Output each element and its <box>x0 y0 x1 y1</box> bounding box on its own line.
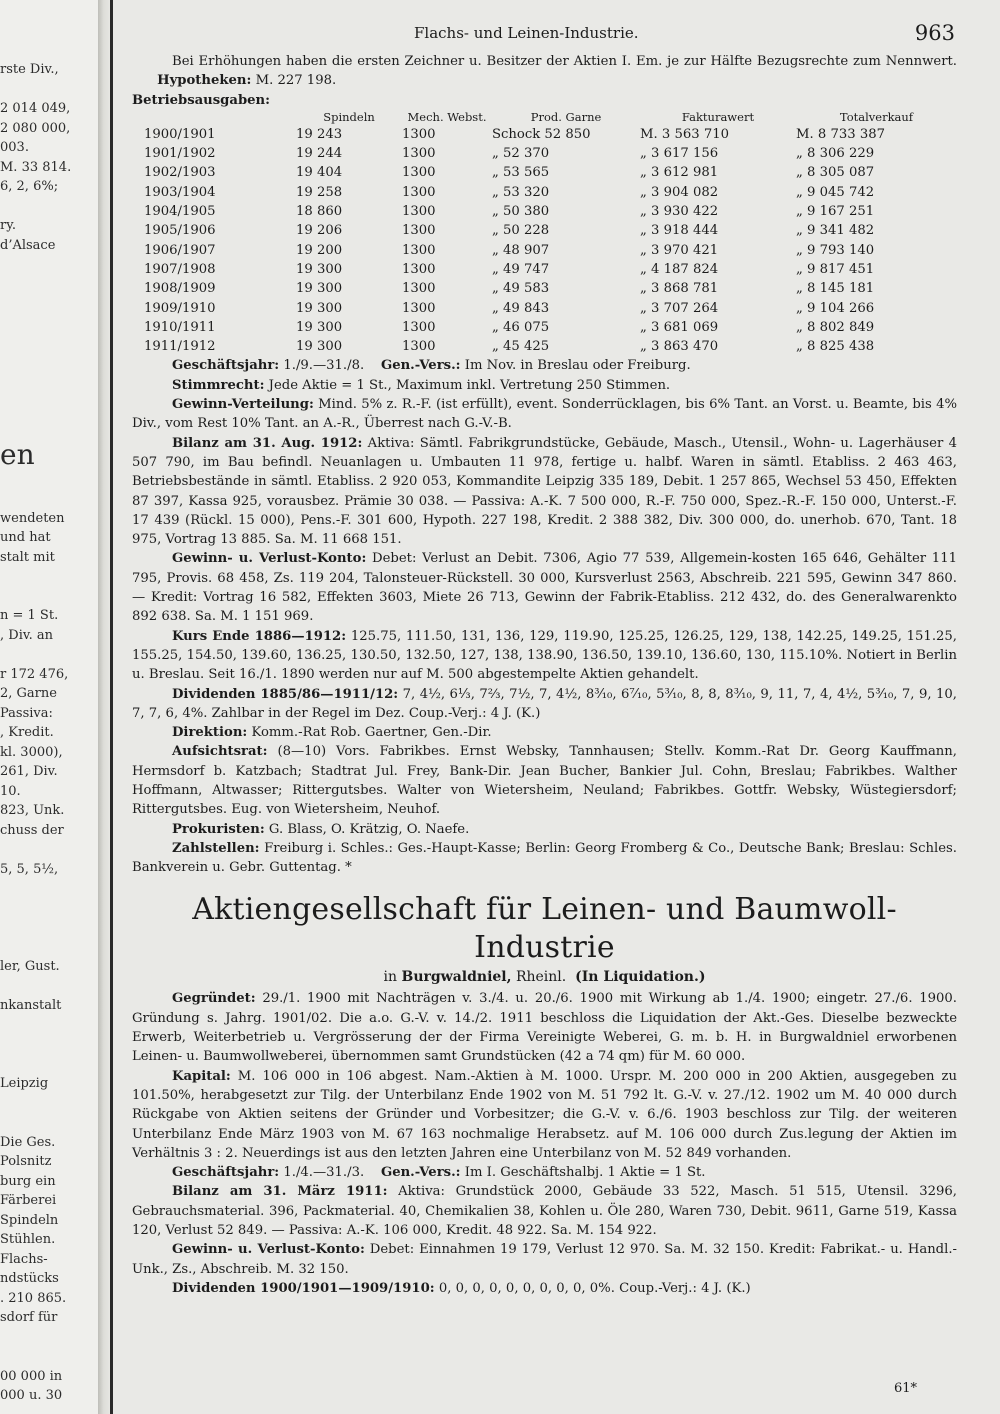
entry-label: Aufsichtsrat: <box>172 744 268 760</box>
page-number: 963 <box>914 21 955 45</box>
cell-webst: 1300 <box>402 242 436 258</box>
production-table <box>132 110 957 357</box>
adjacent-page-line: 2 014 049, <box>0 101 71 116</box>
cell-fakturawert: „ 3 681 069 <box>640 319 719 335</box>
cell-spindeln: 19 300 <box>296 300 343 316</box>
cell-totalverkauf: „ 9 167 251 <box>796 204 875 220</box>
cell-fakturawert: „ 3 612 981 <box>640 165 719 181</box>
col-header-fakturawert: Fakturawert <box>681 109 755 124</box>
entry-text: Freiburg i. Schles.: Ges.-Haupt-Kasse; Berlin: Georg Fromberg & Co., Deutsche Bank; Breslau: Schles. Bankverein u. Gebr. Guttentag. * <box>132 840 957 876</box>
adjacent-page-line: 003. <box>0 140 29 155</box>
entry-paragraph <box>132 742 957 819</box>
col-header-spindeln: Spindeln <box>323 109 375 124</box>
entry-text: Debet: Verlust an Debit. 7306, Agio 77 539, Allgemein-kosten 165 646, Gehälter 111 795, Provis. 68 458, Zs. 119 204, Talonsteuer-Rückstell. 30 000, Kursverlust 2563, Abschreib. 221 595, Gewinn 347 860. — Kredit: Vortrag 16 582, Effekten 3603, Miete 26 713, Gewinn der Fabrik-Etabliss. 212 432, do. des Generalwarenkto 892 638. Sa. M. 1 151 969. <box>132 551 957 625</box>
subtitle-region: Rheinl. <box>515 969 567 986</box>
cell-webst: 1300 <box>402 261 436 277</box>
entry-paragraph <box>132 1182 957 1240</box>
cell-totalverkauf: M. 8 733 387 <box>796 126 886 142</box>
cell-spindeln: 19 404 <box>296 165 343 181</box>
hypotheken-value: M. 227 198. <box>255 73 337 89</box>
entry-label: Prokuristen: <box>172 821 265 837</box>
adjacent-page-line: 6, 2, 6%; <box>0 179 59 194</box>
entry-text: 1./9.—31./8. <box>283 358 365 374</box>
entry-label: Geschäftsjahr: <box>172 1165 280 1181</box>
cell-webst: 1300 <box>402 300 436 316</box>
cell-fakturawert: „ 3 970 421 <box>640 242 719 258</box>
running-head: Flachs- und Leinen-Industrie. <box>414 24 639 42</box>
adjacent-page-line: ndstücks <box>0 1271 59 1286</box>
entry-paragraph <box>132 989 957 1066</box>
company-two-title: Aktiengesellschaft für Leinen- und Baumwoll-Industrie <box>192 892 897 966</box>
cell-garne: „ 48 907 <box>492 242 550 258</box>
adjacent-page-line: stalt mit <box>0 549 55 565</box>
adjacent-page-line: Färberei <box>0 1193 57 1208</box>
entry-text: Komm.-Rat Rob. Gaertner, Gen.-Dir. <box>251 725 492 741</box>
entry-paragraph <box>132 376 957 395</box>
cell-spindeln: 19 300 <box>296 261 343 277</box>
adjacent-page-line: 2 080 000, <box>0 120 71 136</box>
entry-paragraph <box>132 549 957 626</box>
adjacent-page-line: Flachs- <box>0 1251 48 1267</box>
cell-fakturawert: M. 3 563 710 <box>640 126 730 142</box>
cell-spindeln: 19 258 <box>296 184 343 200</box>
adjacent-page-line: 000 u. 30 <box>0 1388 63 1403</box>
cell-garne: „ 45 425 <box>492 339 550 355</box>
cell-garne: „ 53 320 <box>492 184 550 200</box>
company-two-entries <box>132 989 957 1298</box>
entry-label: Kurs Ende 1886—1912: <box>172 628 347 644</box>
cell-totalverkauf: „ 9 817 451 <box>796 261 875 277</box>
adjacent-page-line: sdorf für <box>0 1310 58 1325</box>
entry-label: Bilanz am 31. März 1911: <box>172 1184 388 1200</box>
subtitle-place: Burgwaldniel, <box>401 969 512 986</box>
cell-garne: „ 50 380 <box>492 204 550 220</box>
entry-label: Gewinn- u. Verlust-Konto: <box>172 1242 365 1258</box>
cell-totalverkauf: „ 8 802 849 <box>796 319 875 335</box>
entry-paragraph <box>132 839 957 878</box>
cell-year: 1911/1912 <box>144 339 216 355</box>
entry-paragraph <box>132 723 957 742</box>
cell-webst: 1300 <box>402 126 436 142</box>
adjacent-page-line: , Div. an <box>0 627 54 643</box>
cell-year: 1907/1908 <box>144 261 216 277</box>
adjacent-page-line: 5, 5, 5½, <box>0 861 59 877</box>
entry-label: Dividenden 1900/1901—1909/1910: <box>172 1280 435 1296</box>
entry-label: Kapital: <box>172 1068 231 1084</box>
cell-webst: 1300 <box>402 184 436 200</box>
cell-webst: 1300 <box>402 319 436 335</box>
cell-totalverkauf: „ 9 104 266 <box>796 300 875 316</box>
entry-paragraph <box>132 627 957 685</box>
cell-spindeln: 19 243 <box>296 126 343 142</box>
production-table-header <box>132 110 957 125</box>
entry-paragraph <box>132 356 957 375</box>
page-content <box>132 18 957 1398</box>
entry-text: 7, 4½, 6⅓, 7⅔, 7½, 7, 4½, 8³⁄₁₀, 6⁷⁄₁₀, 5³⁄₁₀, 8, 8, 8³⁄₁₀, 9, 11, 7, 4, 4½, 5³⁄₁₀, 7, 9, 10, 7, 7, 6, 4%. Zahlbar in der Regel im Dez. Coup.-Verj.: 4 J. (K.) <box>132 686 957 721</box>
adjacent-page-line: nkanstalt <box>0 998 62 1013</box>
table-row <box>132 279 957 298</box>
table-row <box>132 202 957 221</box>
cell-year: 1905/1906 <box>144 223 216 239</box>
adjacent-page-line: kl. 3000), <box>0 744 63 760</box>
entry-paragraph <box>132 395 957 434</box>
company-two-subtitle <box>132 967 957 987</box>
betrieb-label: Betriebsausgaben: <box>132 92 271 108</box>
cell-fakturawert: „ 3 863 470 <box>640 339 719 355</box>
entry-text: (8—10) Vors. Fabrikbes. Ernst Websky, Tannhausen; Stellv. Komm.-Rat Dr. Georg Kauffmann, Hermsdorf b. Katzbach; Stadtrat Jul. Frey, Bank-Dir. Jean Bucher, Bankier Jul. Cohn, Breslau; Fabrikbes. Walther Hoffmann, Altwasser; Rittergutsbes. Walter von Wietersheim, Neuland; Fabrikbes. Gottfr. Websky, Wüstegiersdorf; Rittergutsbes. Eug. von Wietersheim, Neuhof. <box>132 744 957 818</box>
adjacent-page-line: 823, Unk. <box>0 803 65 818</box>
cell-spindeln: 18 860 <box>296 204 343 220</box>
entry-paragraph <box>132 685 957 724</box>
subtitle-prefix: in <box>383 969 398 986</box>
company-one-entries <box>132 356 957 877</box>
table-row <box>132 183 957 202</box>
entry-label: Stimmrecht: <box>172 377 265 393</box>
adjacent-page-line: burg ein <box>0 1173 56 1189</box>
cell-year: 1906/1907 <box>144 242 216 258</box>
adjacent-page-line: 10. <box>0 783 21 799</box>
adjacent-page-line: Passiva: <box>0 705 53 721</box>
entry-label: Geschäftsjahr: <box>172 358 280 374</box>
entry-paragraph <box>132 1240 957 1279</box>
table-row <box>132 221 957 240</box>
entry-paragraph <box>132 1163 957 1182</box>
col-header-totalverkauf: Totalverkauf <box>839 109 914 124</box>
entry-text: Debet: Einnahmen 19 179, Verlust 12 970. Sa. M. 32 150. Kredit: Fabrikat.- u. Handl.-Unk., Zs., Abschreib. M. 32 150. <box>132 1242 957 1277</box>
adjacent-page-line: d’Alsace <box>0 237 56 253</box>
entry-text: Aktiva: Sämtl. Fabrikgrundstücke, Gebäude, Masch., Utensil., Wohn- u. Lagerhäuser 4 507 790, im Bau befindl. Neuanlagen u. Umbauten 11 978, fertige u. halbf. Waren in sämtl. Etabliss. 2 463 463, Betriebsbestände in sämtl. Etabliss. 2 920 053, Kommandite Leipzig 335 189, Debit. 1 257 865, Wechsel 53 450, Effekten 87 397, Kassa 925, vorausbez. Prämie 30 038. — Passiva: A.-K. 7 500 000, R.-F. 750 000, Spez.-R.-F. 150 000, Unterst.-F. 17 439 (Rückl. 15 000), Pens.-F. 301 600, Hypoth. 227 198, Kredit. 2 388 382, Div. 300 000, do. unerhob. 670, Tant. 18 975, Vortrag 13 885. Sa. M. 11 668 151. <box>132 435 957 548</box>
col-header-webst: Mech. Webst. <box>407 109 487 124</box>
cell-year: 1910/1911 <box>144 319 216 335</box>
adjacent-page-line: chuss der <box>0 822 64 838</box>
adjacent-page-line: ry. <box>0 218 16 233</box>
signature-mark: 61* <box>893 1381 917 1396</box>
adjacent-page-line: Spindeln <box>0 1212 59 1228</box>
adjacent-page-line: , Kredit. <box>0 725 54 740</box>
adjacent-page-line: en <box>0 438 35 471</box>
cell-fakturawert: „ 4 187 824 <box>640 261 719 277</box>
cell-year: 1908/1909 <box>144 281 216 297</box>
adjacent-page-line: Stühlen. <box>0 1232 56 1247</box>
entry-label: Direktion: <box>172 725 248 741</box>
cell-webst: 1300 <box>402 165 436 181</box>
adjacent-page-line: r 172 476, <box>0 666 69 682</box>
cell-webst: 1300 <box>402 281 436 297</box>
adjacent-page-line: 00 000 in <box>0 1368 63 1384</box>
entry-label: Gewinn-Verteilung: <box>172 397 314 413</box>
entry-label: Gewinn- u. Verlust-Konto: <box>172 551 367 567</box>
adjacent-page-line: Die Ges. <box>0 1134 56 1150</box>
table-row <box>132 144 957 163</box>
cell-totalverkauf: „ 8 145 181 <box>796 281 875 297</box>
cell-year: 1902/1903 <box>144 165 216 181</box>
cell-year: 1909/1910 <box>144 300 216 316</box>
cell-spindeln: 19 200 <box>296 242 343 258</box>
subtitle-status: (In Liquidation.) <box>575 969 706 986</box>
intro-text: Bei Erhöhungen haben die ersten Zeichner u. Besitzer der Aktien I. Em. je zur Hälfte Bezugsrechte zum Nennwert. <box>172 54 957 69</box>
cell-year: 1903/1904 <box>144 184 216 200</box>
table-row <box>132 318 957 337</box>
cell-garne: „ 53 565 <box>492 165 550 181</box>
cell-garne: „ 52 370 <box>492 146 550 162</box>
table-row <box>132 163 957 182</box>
page-header <box>132 18 957 52</box>
adjacent-page-line: M. 33 814. <box>0 159 72 175</box>
adjacent-page-line: und hat <box>0 530 51 545</box>
cell-year: 1900/1901 <box>144 126 216 142</box>
cell-garne: „ 46 075 <box>492 319 550 335</box>
entry-paragraph <box>132 820 957 839</box>
cell-totalverkauf: „ 9 045 742 <box>796 184 875 200</box>
entry-text: 125.75, 111.50, 131, 136, 129, 119.90, 125.25, 126.25, 129, 138, 142.25, 149.25, 151.25, 155.25, 154.50, 139.60, 136.25, 130.50, 132.50, 127, 138, 138.90, 136.50, 139.10, 136.60, 130, 115.10%. Notiert in Berlin u. Breslau. Seit 16./1. 1890 werden nur auf M. 500 abgestempelte Aktien gehandelt. <box>132 628 957 683</box>
cell-fakturawert: „ 3 868 781 <box>640 281 719 297</box>
intro-paragraph <box>132 52 957 91</box>
table-row <box>132 241 957 260</box>
entry-label: Dividenden 1885/86—1911/12: <box>172 686 399 702</box>
entry-text: Aktiva: Grundstück 2000, Gebäude 33 522, Masch. 51 515, Utensil. 3296, Gebrauchsmaterial. 396, Packmaterial. 40, Chemikalien 38, Kohlen u. Öle 280, Waren 730, Debit. 9611, Garne 519, Kassa 120, Verlust 52 849. — Passiva: A.-K. 106 000, Kredit. 48 922. Sa. M. 154 922. <box>132 1184 957 1239</box>
adjacent-page-line: . 210 865. <box>0 1290 67 1306</box>
cell-garne: „ 49 583 <box>492 281 550 297</box>
cell-spindeln: 19 300 <box>296 319 343 335</box>
adjacent-page-line: 2, Garne <box>0 686 57 701</box>
adjacent-page-line: n = 1 St. <box>0 608 59 623</box>
cell-totalverkauf: „ 8 306 229 <box>796 146 875 162</box>
entry-text: Mind. 5% z. R.-F. (ist erfüllt), event. Sonderrücklagen, bis 6% Tant. an Vorst. u. Beamte, bis 4% Div., vom Rest 10% Tant. an A.-R., Überrest nach G.-V.-B. <box>132 397 957 432</box>
entry-text-secondary: Im I. Geschäftshalbj. 1 Aktie = 1 St. <box>464 1165 706 1181</box>
entry-label-secondary: Gen.-Vers.: <box>380 358 461 374</box>
cell-fakturawert: „ 3 918 444 <box>640 223 719 239</box>
entry-paragraph <box>132 1067 957 1163</box>
entry-text: Jede Aktie = 1 St., Maximum inkl. Vertretung 250 Stimmen. <box>268 377 671 393</box>
entry-text: 0, 0, 0, 0, 0, 0, 0, 0, 0, 0%. Coup.-Verj.: 4 J. (K.) <box>438 1280 751 1296</box>
cell-garne: „ 49 843 <box>492 300 550 316</box>
cell-totalverkauf: „ 9 793 140 <box>796 242 875 258</box>
adjacent-page-line: wendeten <box>0 510 65 526</box>
cell-webst: 1300 <box>402 146 436 162</box>
entry-label-secondary: Gen.-Vers.: <box>380 1165 461 1181</box>
cell-fakturawert: „ 3 930 422 <box>640 204 719 220</box>
cell-webst: 1300 <box>402 339 436 355</box>
entry-text: 1./4.—31./3. <box>283 1165 365 1181</box>
adjacent-page-line: rste Div., <box>0 62 59 77</box>
cell-fakturawert: „ 3 617 156 <box>640 146 719 162</box>
cell-spindeln: 19 206 <box>296 223 343 239</box>
cell-year: 1901/1902 <box>144 146 216 162</box>
cell-totalverkauf: „ 8 305 087 <box>796 165 875 181</box>
cell-spindeln: 19 300 <box>296 281 343 297</box>
entry-label: Bilanz am 31. Aug. 1912: <box>172 435 363 451</box>
entry-paragraph <box>132 434 957 550</box>
entry-text: 29./1. 1900 mit Nachträgen v. 3./4. u. 20./6. 1900 mit Wirkung ab 1./4. 1900; eingetr. 27./6. 1900. Gründung s. Jahrg. 1901/02. Die a.o. G.-V. v. 14./2. 1911 beschloss die Liquidation der Akt.-Ges. Dieselbe bezweckte Erwerb, Weiterbetrieb u. Vergrösserung der der Firma Vereinigte Weberei, G. m. b. H. in Burgwaldniel erworbenen Leinen- u. Baumwollweberei, übernommen samt Grundstücken (42 a 74 qm) für M. 60 000. <box>132 991 957 1065</box>
entry-label: Gegründet: <box>172 991 256 1007</box>
table-row <box>132 299 957 318</box>
entry-paragraph <box>132 1279 957 1298</box>
cell-totalverkauf: „ 8 825 438 <box>796 339 875 355</box>
table-row <box>132 337 957 356</box>
cell-garne: Schock 52 850 <box>492 126 591 142</box>
cell-fakturawert: „ 3 904 082 <box>640 184 719 200</box>
adjacent-page-line: ler, Gust. <box>0 959 60 974</box>
entry-text-secondary: Im Nov. in Breslau oder Freiburg. <box>464 358 691 374</box>
entry-text: G. Blass, O. Krätzig, O. Naefe. <box>268 821 470 837</box>
cell-year: 1904/1905 <box>144 204 216 220</box>
cell-garne: „ 50 228 <box>492 223 550 239</box>
table-row <box>132 125 957 144</box>
adjacent-page-line: 261, Div. <box>0 764 58 779</box>
cell-webst: 1300 <box>402 204 436 220</box>
adjacent-page-strip <box>0 0 106 1414</box>
cell-totalverkauf: „ 9 341 482 <box>796 223 875 239</box>
adjacent-page-line: Leipzig <box>0 1076 49 1091</box>
col-header-garne: Prod. Garne <box>530 109 602 124</box>
cell-fakturawert: „ 3 707 264 <box>640 300 719 316</box>
cell-spindeln: 19 300 <box>296 339 343 355</box>
entry-text: M. 106 000 in 106 abgest. Nam.-Aktien à M. 1000. Urspr. M. 200 000 in 200 Aktien, ausgegeben zu 101.50%, herabgesetzt zur Tilg. der Unterbilanz Ende 1902 von M. 51 792 lt. G.-V. v. 27./12. 1902 um M. 40 000 durch Rückgabe von Aktien seitens der Gründer und Vorbesitzer; die G.-V. v. 6./6. 1903 beschloss zur Tilg. der weiteren Unterbilanz Ende März 1903 von M. 67 163 nochmalige Herabsetz. auf M. 106 000 durch Zus.legung der Aktien im Verhältnis 3 : 2. Neuerdings ist aus den letzten Jahren eine Unterbilanz von M. 52 849 vorhanden. <box>132 1068 957 1161</box>
cell-spindeln: 19 244 <box>296 146 343 162</box>
page-fold-line <box>110 0 113 1414</box>
adjacent-page-line: Polsnitz <box>0 1154 52 1169</box>
col-header-year <box>132 110 296 125</box>
table-row <box>132 260 957 279</box>
hypotheken-label: Hypotheken: <box>157 73 252 89</box>
betrieb-heading <box>132 91 957 110</box>
entry-label: Zahlstellen: <box>172 840 260 856</box>
cell-garne: „ 49 747 <box>492 261 550 277</box>
cell-webst: 1300 <box>402 223 436 239</box>
